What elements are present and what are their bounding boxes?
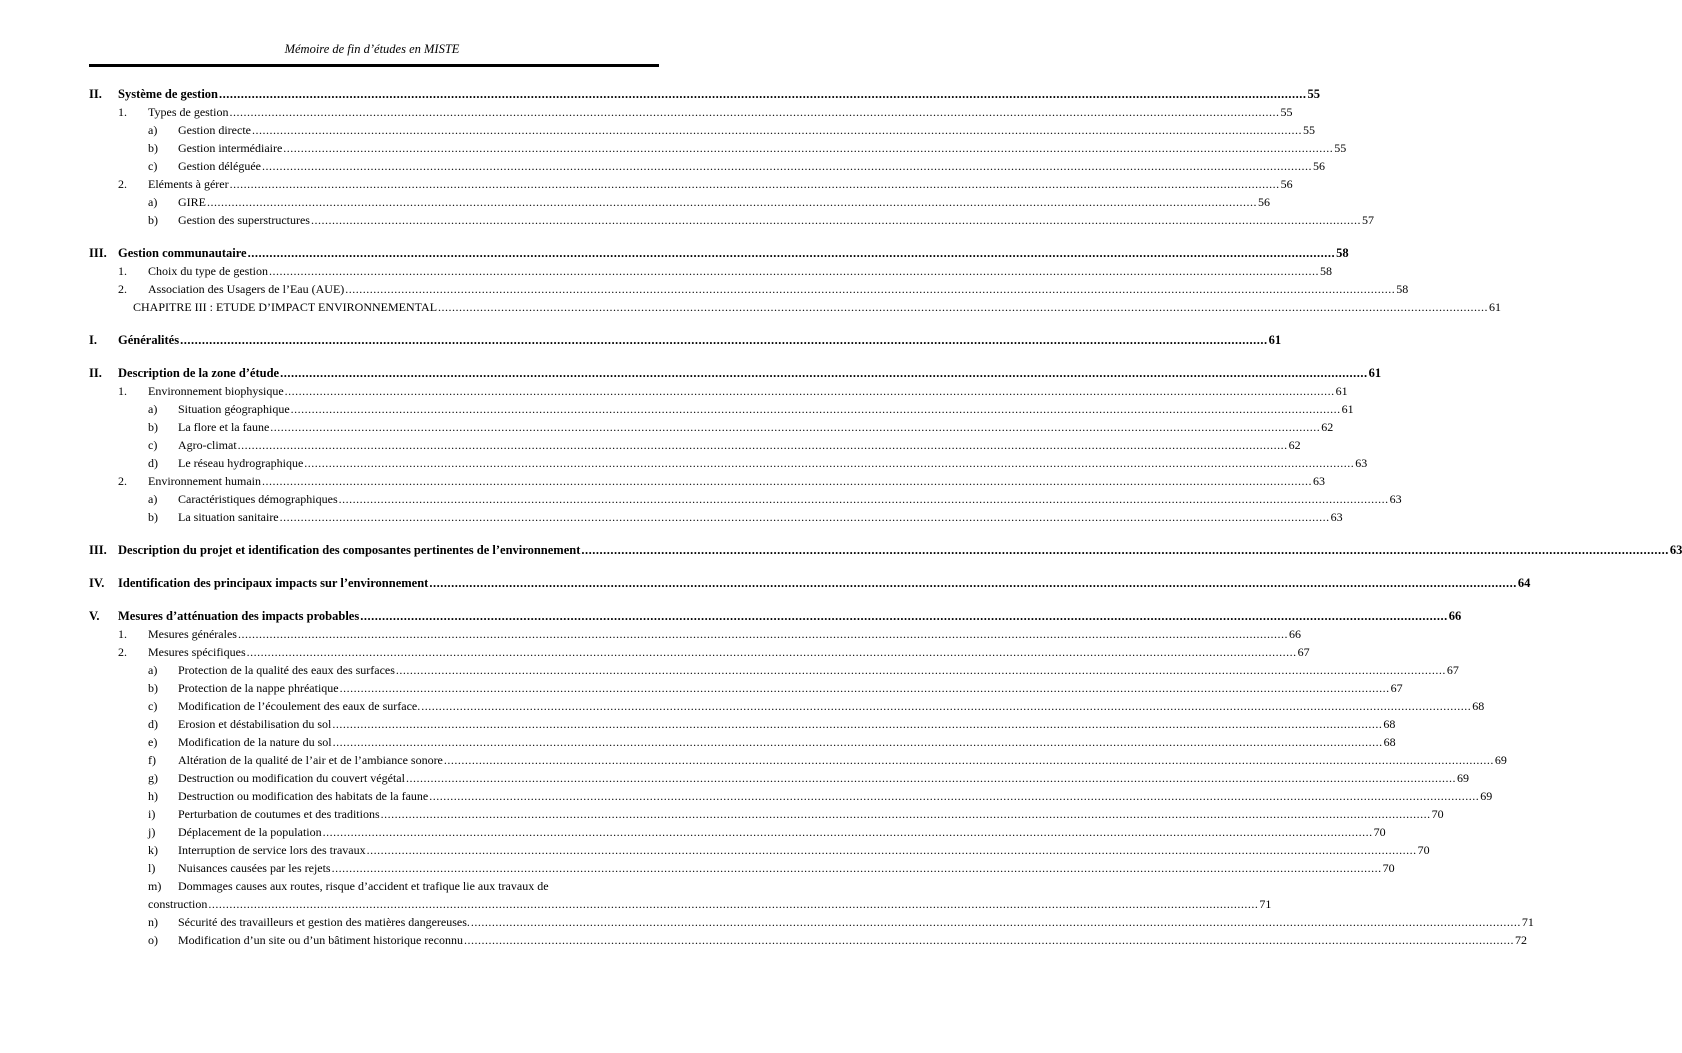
toc-dot-leader: ............................................................................................................................................................................................................................................................................................................ (229, 105, 1280, 119)
toc-dot-leader: ............................................................................................................................................................................................................................................................................................................ (251, 123, 1302, 137)
toc-dot-leader: ............................................................................................................................................................................................................................................................................................................ (304, 456, 1355, 470)
toc-entry-number: 2. (118, 474, 127, 488)
toc-dot-leader: ............................................................................................................................................................................................................................................................................................................ (229, 177, 1280, 191)
toc-dot-leader: ............................................................................................................................................................................................................................................................................................................ (219, 87, 1307, 101)
toc-page-number: 69 (1456, 771, 1469, 785)
toc-entry-title: Description de la zone d’étude (118, 366, 280, 380)
toc-entry-body (178, 679, 1403, 697)
toc-entry-title: Sécurité des travailleurs et gestion des matières dangereuses. (178, 915, 470, 929)
toc-entry[interactable] (0, 193, 1270, 211)
toc-section-entry[interactable] (0, 541, 1682, 559)
toc-page-number: 56 (1312, 159, 1325, 173)
toc-entry-body (118, 574, 1531, 592)
toc-page-number: 67 (1297, 645, 1310, 659)
toc-section-entry[interactable] (0, 244, 1349, 262)
toc-dot-leader: ............................................................................................................................................................................................................................................................................................................ (332, 735, 1383, 749)
toc-entry-title: Généralités (118, 333, 180, 347)
toc-entry-number: c) (148, 438, 158, 452)
toc-page-number: 62 (1321, 420, 1334, 434)
toc-entry[interactable] (0, 733, 1396, 751)
toc-dot-leader: ............................................................................................................................................................................................................................................................................................................ (180, 333, 1268, 347)
toc-entry-title: Modification d’un site ou d’un bâtiment historique reconnu (178, 933, 463, 947)
toc-entry[interactable] (0, 877, 744, 895)
toc-entry-number: 2. (118, 645, 127, 659)
toc-entry-number: f) (148, 753, 156, 767)
toc-entry-body (178, 931, 1527, 949)
toc-entry-body (178, 715, 1396, 733)
toc-entry-body (178, 436, 1301, 454)
toc-entry-body (118, 85, 1320, 103)
toc-entry[interactable] (0, 841, 1430, 859)
toc-page-number: 61 (1368, 366, 1382, 380)
toc-entry-body (133, 298, 1502, 316)
toc-entry-title: CHAPITRE III : ETUDE D’IMPACT ENVIRONNEMENTAL (133, 300, 438, 314)
toc-entry-body (118, 364, 1382, 382)
toc-entry-number: d) (148, 717, 158, 731)
toc-entry-body (178, 787, 1493, 805)
toc-entry[interactable] (0, 697, 1485, 715)
toc-page-number: 69 (1494, 753, 1507, 767)
toc-entry-number: b) (148, 510, 158, 524)
toc-entry-body (178, 121, 1315, 139)
toc-entry-number: b) (148, 420, 158, 434)
toc-entry-body (148, 472, 1325, 490)
toc-entry-title: Gestion communautaire (118, 246, 247, 260)
toc-page-number: 61 (1489, 300, 1502, 314)
toc-entry-number: i) (148, 807, 156, 821)
toc-page-number: 63 (1669, 543, 1682, 557)
toc-entry-number: III. (89, 246, 107, 260)
toc-dot-leader: ............................................................................................................................................................................................................................................................................................................ (405, 771, 1456, 785)
toc-entry-body (178, 841, 1430, 859)
toc-entry-number: d) (148, 456, 158, 470)
toc-page-number: 68 (1383, 717, 1396, 731)
toc-entry[interactable] (0, 418, 1334, 436)
toc-entry-number: a) (148, 123, 158, 137)
toc-dot-leader: ............................................................................................................................................................................................................................................................................................................ (345, 282, 1396, 296)
toc-entry-number: c) (148, 699, 158, 713)
toc-page-number: 62 (1288, 438, 1301, 452)
toc-entry[interactable] (0, 280, 1409, 298)
toc-entry-title: Gestion déléguée (178, 159, 261, 173)
toc-page-number: 55 (1302, 123, 1315, 137)
toc-entry-body (178, 193, 1270, 211)
toc-entry-title: Mesures spécifiques (148, 645, 246, 659)
toc-dot-leader: ............................................................................................................................................................................................................................................................................................................ (261, 474, 1312, 488)
toc-entry-number: b) (148, 681, 158, 695)
toc-dot-leader: ............................................................................................................................................................................................................................................................................................................ (322, 825, 1373, 839)
toc-dot-leader: ............................................................................................................................................................................................................................................................................................................ (470, 915, 1521, 929)
toc-dot-leader: ............................................................................................................................................................................................................................................................................................................ (247, 246, 1336, 260)
toc-dot-leader: ............................................................................................................................................................................................................................................................................................................ (283, 141, 1334, 155)
header-rule (89, 64, 659, 67)
toc-entry-number: a) (148, 402, 158, 416)
toc-entry-number: V. (89, 609, 100, 623)
toc-entry-title: Modification de la nature du sol (178, 735, 332, 749)
toc-dot-leader: ............................................................................................................................................................................................................................................................................................................ (463, 933, 1514, 947)
toc-entry-number: IV. (89, 576, 105, 590)
toc-page-number: 63 (1312, 474, 1325, 488)
toc-entry-title: Types de gestion (148, 105, 229, 119)
toc-entry-title: Eléments à gérer (148, 177, 229, 191)
toc-page-number: 70 (1417, 843, 1430, 857)
toc-entry-number: 1. (118, 264, 127, 278)
toc-entry-body (178, 508, 1343, 526)
toc-entry[interactable] (0, 382, 1348, 400)
toc-page-number: 66 (1448, 609, 1462, 623)
toc-dot-leader: ............................................................................................................................................................................................................................................................................................................ (332, 717, 1383, 731)
toc-entry-number: 1. (118, 627, 127, 641)
toc-dot-leader: ............................................................................................................................................................................................................................................................................................................ (366, 843, 1417, 857)
toc-entry-title: Protection de la nappe phréatique (178, 681, 339, 695)
toc-entry-number: l) (148, 861, 156, 875)
toc-dot-leader: ............................................................................................................................................................................................................................................................................................................ (246, 645, 1297, 659)
toc-dot-leader: ............................................................................................................................................................................................................................................................................................................ (237, 438, 1288, 452)
toc-entry[interactable] (0, 472, 1325, 490)
toc-page-number: 56 (1280, 177, 1293, 191)
toc-entry[interactable] (0, 787, 1493, 805)
toc-entry-body (148, 895, 1272, 913)
toc-dot-leader: ............................................................................................................................................................................................................................................................................................................ (421, 699, 1472, 713)
toc-entry[interactable] (0, 661, 1459, 679)
toc-dot-leader: ............................................................................................................................................................................................................................................................................................................ (380, 807, 1431, 821)
toc-entry-body (148, 625, 1301, 643)
toc-entry-title: Situation géographique (178, 402, 290, 416)
toc-entry-title: Gestion intermédiaire (178, 141, 283, 155)
toc-entry-title: GIRE (178, 195, 206, 209)
toc-entry-number: h) (148, 789, 158, 803)
toc-entry-number: 2. (118, 177, 127, 191)
toc-entry-number: a) (148, 492, 158, 506)
toc-entry[interactable] (0, 121, 1315, 139)
toc-page-number: 56 (1258, 195, 1270, 209)
toc-entry[interactable] (0, 298, 1502, 316)
toc-entry[interactable] (0, 913, 1534, 931)
toc-page-number: 66 (1288, 627, 1301, 641)
toc-entry[interactable] (0, 103, 1293, 121)
toc-page-number: 68 (1383, 735, 1396, 749)
toc-entry-body (178, 490, 1402, 508)
toc-dot-leader: ............................................................................................................................................................................................................................................................................................................ (270, 420, 1321, 434)
toc-entry[interactable] (0, 508, 1343, 526)
toc-entry-body (178, 400, 1354, 418)
toc-entry[interactable] (0, 400, 1354, 418)
toc-page-number: 61 (1268, 333, 1282, 347)
toc-page-number: 55 (1334, 141, 1347, 155)
toc-entry-body (148, 280, 1409, 298)
toc-entry[interactable] (0, 715, 1396, 733)
toc-entry-body (178, 418, 1334, 436)
toc-entry-number: 2. (118, 282, 127, 296)
toc-dot-leader: ............................................................................................................................................................................................................................................................................................................ (429, 789, 1480, 803)
toc-entry[interactable] (0, 139, 1347, 157)
toc-dot-leader: ............................................................................................................................................................................................................................................................................................................ (360, 609, 1448, 623)
toc-entry-number: 1. (118, 105, 127, 119)
toc-entry-number: n) (148, 915, 158, 929)
toc-entry-title: Système de gestion (118, 87, 218, 101)
toc-entry-body (178, 157, 1325, 175)
toc-entry-body (178, 211, 1374, 229)
toc-dot-leader: ............................................................................................................................................................................................................................................................................................................ (237, 627, 1288, 641)
toc-page-number: 61 (1341, 402, 1354, 416)
running-header: Mémoire de fin d’études en MISTE (284, 42, 460, 56)
toc-entry-body (148, 382, 1348, 400)
toc-entry-title: Agro-climat (178, 438, 237, 452)
toc-entry[interactable] (0, 751, 1507, 769)
toc-entry-body (118, 244, 1349, 262)
toc-page-number: 55 (1307, 87, 1320, 101)
toc-entry-title: Erosion et déstabilisation du sol (178, 717, 332, 731)
toc-page-number: 69 (1480, 789, 1493, 803)
toc-page-number: 63 (1330, 510, 1343, 524)
toc-entry[interactable] (0, 175, 1293, 193)
toc-dot-leader: ............................................................................................................................................................................................................................................................................................................ (438, 300, 1489, 314)
toc-entry[interactable] (0, 211, 1374, 229)
toc-entry-title: Description du projet et identification des composantes pertinentes de l’environnement (118, 543, 581, 557)
toc-entry-title: Choix du type de gestion (148, 264, 268, 278)
toc-entry-number: k) (148, 843, 158, 857)
toc-entry-body (178, 823, 1386, 841)
toc-entry-title: Environnement humain (148, 474, 261, 488)
toc-page-number: 58 (1336, 246, 1349, 260)
toc-page-number: 71 (1521, 915, 1534, 929)
toc-page-number: 58 (1320, 264, 1332, 278)
toc-page-number: 58 (1396, 282, 1409, 296)
toc-entry-number: III. (89, 543, 107, 557)
toc-entry-title: Modification de l’écoulement des eaux de surface. (178, 699, 421, 713)
toc-dot-leader: ............................................................................................................................................................................................................................................................................................................ (280, 366, 1368, 380)
toc-entry-number: II. (89, 87, 102, 101)
toc-dot-leader: ............................................................................................................................................................................................................................................................................................................ (284, 384, 1335, 398)
toc-entry[interactable] (0, 436, 1301, 454)
toc-dot-leader: ............................................................................................................................................................................................................................................................................................................ (331, 861, 1382, 875)
toc-entry-title: Gestion directe (178, 123, 251, 137)
toc-section-entry[interactable] (0, 364, 1382, 382)
toc-entry-title: Interruption de service lors des travaux (178, 843, 366, 857)
toc-page-number: 67 (1446, 663, 1459, 677)
toc-page-number: 71 (1259, 897, 1272, 911)
toc-entry-number: b) (148, 141, 158, 155)
toc-entry[interactable] (0, 679, 1403, 697)
toc-dot-leader: ............................................................................................................................................................................................................................................................................................................ (429, 576, 1517, 590)
toc-entry-title: Dommages causes aux routes, risque d’accident et trafique lie aux travaux de (178, 879, 549, 893)
toc-entry-title: Identification des principaux impacts sur l’environnement (118, 576, 429, 590)
toc-dot-leader: ............................................................................................................................................................................................................................................................................................................ (207, 195, 1257, 209)
toc-entry-body (178, 733, 1396, 751)
toc-entry-body (178, 697, 1485, 715)
toc-entry[interactable] (0, 859, 1395, 877)
toc-entry-body (118, 607, 1462, 625)
toc-entry-title: Caractéristiques démographiques (178, 492, 338, 506)
toc-page-number: 64 (1517, 576, 1531, 590)
toc-entry-number: 1. (118, 384, 127, 398)
toc-entry-body (178, 751, 1507, 769)
toc-dot-leader: ............................................................................................................................................................................................................................................................................................................ (290, 402, 1341, 416)
toc-entry-number: I. (89, 333, 97, 347)
toc-entry-title: La flore et la faune (178, 420, 270, 434)
toc-page-number: 70 (1382, 861, 1395, 875)
toc-entry-number: o) (148, 933, 158, 947)
toc-dot-leader: ............................................................................................................................................................................................................................................................................................................ (581, 543, 1669, 557)
toc-entry-title: Association des Usagers de l’Eau (AUE) (148, 282, 345, 296)
toc-entry-title: La situation sanitaire (178, 510, 279, 524)
toc-entry-body (178, 805, 1444, 823)
toc-section-entry[interactable] (0, 85, 1320, 103)
toc-page-number: 72 (1514, 933, 1527, 947)
toc-page-number: 55 (1280, 105, 1293, 119)
toc-entry-title: Déplacement de la population (178, 825, 322, 839)
toc-entry[interactable] (0, 490, 1402, 508)
toc-entry-number: e) (148, 735, 158, 749)
toc-entry-title: Mesures générales (148, 627, 237, 641)
toc-entry-body (118, 331, 1282, 349)
toc-entry[interactable] (0, 823, 1386, 841)
toc-entry[interactable] (0, 931, 1527, 949)
toc-page-number: 70 (1373, 825, 1386, 839)
toc-entry-title: Environnement biophysique (148, 384, 284, 398)
toc-entry[interactable] (0, 805, 1444, 823)
toc-page-number: 63 (1389, 492, 1402, 506)
toc-page-number: 57 (1361, 213, 1374, 227)
toc-dot-leader: ............................................................................................................................................................................................................................................................................................................ (443, 753, 1494, 767)
toc-entry-body (148, 175, 1293, 193)
toc-entry-body (178, 454, 1368, 472)
toc-entry-title: Perturbation de coutumes et des traditions (178, 807, 380, 821)
toc-entry-number: m) (148, 879, 162, 893)
toc-section-entry[interactable] (0, 574, 1531, 592)
toc-entry-title: Mesures d’atténuation des impacts probables (118, 609, 360, 623)
toc-entry-number: a) (148, 195, 158, 209)
toc-entry[interactable] (0, 895, 1272, 913)
toc-entry[interactable] (0, 262, 1332, 280)
toc-entry-title: Protection de la qualité des eaux des surfaces (178, 663, 395, 677)
toc-entry-title: Nuisances causées par les rejets (178, 861, 331, 875)
toc-entry[interactable] (0, 454, 1368, 472)
toc-page-number: 67 (1390, 681, 1403, 695)
toc-entry-body (178, 859, 1395, 877)
toc-entry[interactable] (0, 643, 1310, 661)
toc-section-entry[interactable] (0, 331, 1282, 349)
toc-entry[interactable] (0, 769, 1469, 787)
toc-section-entry[interactable] (0, 607, 1462, 625)
toc-dot-leader: ............................................................................................................................................................................................................................................................................................................ (310, 213, 1361, 227)
toc-dot-leader: ............................................................................................................................................................................................................................................................................................................ (269, 264, 1319, 278)
toc-dot-leader: ............................................................................................................................................................................................................................................................................................................ (339, 681, 1390, 695)
toc-dot-leader: ............................................................................................................................................................................................................................................................................................................ (338, 492, 1389, 506)
toc-entry-body (178, 877, 550, 895)
toc-entry-number: g) (148, 771, 158, 785)
toc-entry-number: c) (148, 159, 158, 173)
table-of-contents (0, 85, 1682, 949)
toc-entry-title: Destruction ou modification du couvert végétal (178, 771, 405, 785)
toc-entry-number: a) (148, 663, 158, 677)
toc-entry-body (178, 139, 1347, 157)
toc-entry-number: j) (148, 825, 156, 839)
toc-page-number: 63 (1355, 456, 1368, 470)
toc-dot-leader: ............................................................................................................................................................................................................................................................................................................ (279, 510, 1330, 524)
toc-page-number: 70 (1431, 807, 1444, 821)
toc-entry-title: construction (148, 897, 208, 911)
toc-entry[interactable] (0, 157, 1325, 175)
toc-entry-body (178, 913, 1534, 931)
toc-entry-body (118, 541, 1682, 559)
toc-entry-number: b) (148, 213, 158, 227)
toc-entry-body (148, 103, 1293, 121)
toc-entry-body (178, 769, 1469, 787)
toc-entry-title: Altération de la qualité de l’air et de l’ambiance sonore (178, 753, 443, 767)
toc-dot-leader: ............................................................................................................................................................................................................................................................................................................ (261, 159, 1312, 173)
toc-page-number: 61 (1335, 384, 1348, 398)
toc-entry-title: Destruction ou modification des habitats de la faune (178, 789, 429, 803)
toc-entry-number: II. (89, 366, 102, 380)
toc-entry[interactable] (0, 625, 1301, 643)
toc-entry-title: Le réseau hydrographique (178, 456, 304, 470)
toc-entry-body (148, 643, 1310, 661)
toc-dot-leader: ............................................................................................................................................................................................................................................................................................................ (208, 897, 1259, 911)
toc-dot-leader: ............................................................................................................................................................................................................................................................................................................ (395, 663, 1446, 677)
toc-entry-title: Gestion des superstructures (178, 213, 310, 227)
toc-page-number: 68 (1472, 699, 1485, 713)
toc-entry-body (178, 661, 1459, 679)
toc-entry-body (148, 262, 1332, 280)
